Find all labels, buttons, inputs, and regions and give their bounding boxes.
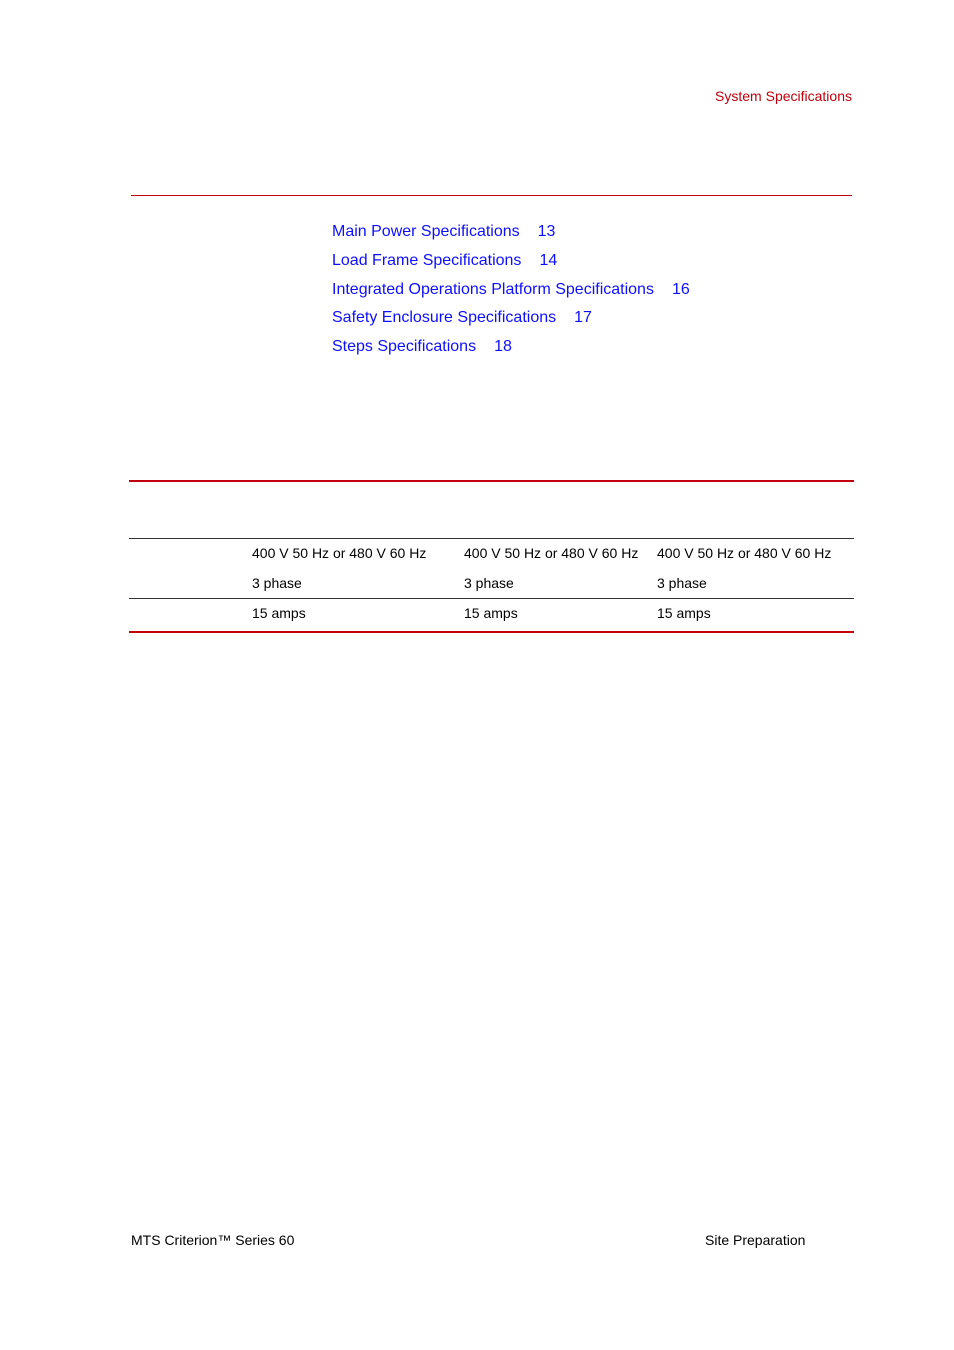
toc-item-label: Main Power Specifications: [332, 223, 520, 240]
toc-item-label: Safety Enclosure Specifications: [332, 309, 557, 327]
table-cell: 15 amps: [252, 605, 306, 621]
table-cell: 400 V 50 Hz or 480 V 60 Hz: [464, 545, 639, 561]
table-cell: 15 amps: [657, 605, 711, 621]
toc-item-page: 14: [539, 251, 558, 269]
toc-item-safety-enclosure[interactable]: [332, 308, 690, 337]
table-cell: 400 V 50 Hz or 480 V 60 Hz: [252, 545, 427, 561]
toc-item-label: Load Frame Specifications: [332, 251, 522, 269]
toc-item-page: 16: [671, 280, 690, 298]
table-of-contents: [332, 222, 690, 366]
toc-item-load-frame[interactable]: [332, 251, 690, 280]
running-header: System Specifications: [715, 88, 852, 104]
section-rule: [129, 480, 854, 482]
toc-item-main-power[interactable]: [332, 222, 690, 251]
toc-item-steps[interactable]: [332, 337, 690, 366]
table-row: [129, 599, 854, 631]
toc-item-integrated-operations-platform[interactable]: [332, 280, 690, 309]
table-cell: 3 phase: [464, 575, 514, 591]
footer-product: MTS Criterion™ Series 60: [131, 1232, 295, 1248]
power-spec-table: [129, 538, 854, 633]
table-row: [129, 569, 854, 599]
table-cell: 400 V 50 Hz or 480 V 60 Hz: [657, 545, 832, 561]
table-row: [129, 539, 854, 569]
toc-item-label: Steps Specifications: [332, 338, 477, 356]
table-cell: 3 phase: [252, 575, 302, 591]
toc-item-label: Integrated Operations Platform Specifications: [332, 280, 654, 298]
toc-item-page: 13: [537, 223, 556, 240]
footer-section: Site Preparation: [705, 1232, 806, 1248]
table-cell: 3 phase: [657, 575, 707, 591]
table-cell: 15 amps: [464, 605, 518, 621]
header-rule: [131, 195, 852, 196]
toc-item-page: 17: [574, 309, 592, 327]
toc-item-page: 18: [494, 338, 512, 356]
